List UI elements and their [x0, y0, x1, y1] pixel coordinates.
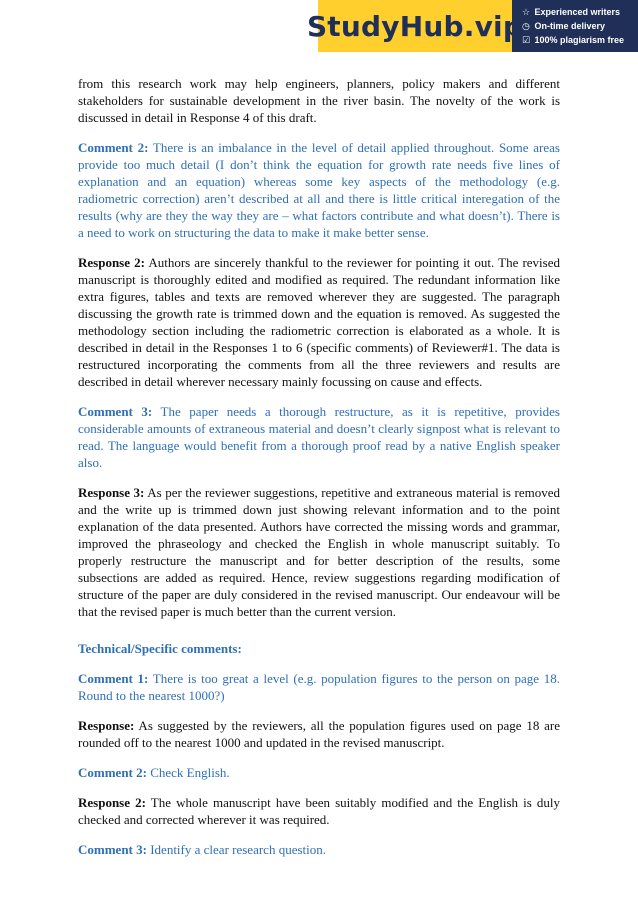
section-title: Technical/Specific comments:: [78, 641, 242, 656]
star-icon: ☆: [522, 7, 531, 17]
feature-on-time-delivery: [522, 19, 624, 33]
response-label: Response:: [78, 718, 135, 733]
feature-experienced-writers: [522, 5, 624, 19]
comment-label: Comment 3:: [78, 842, 147, 857]
response-text: As per the reviewer suggestions, repetitive and extraneous material is removed and the write up is trimmed down just showing relevant information and to the point explanation of the data presented. Authors have corrected the missing words and grammar, improved the phraseology and checked the English in whole manuscript suitably. To properly restructure the manuscript and for better description of the results, some subsections are added as required. Hence, review suggestions regarding modification of structure of the paper are duly considered in the revised manuscript. Our endeavour will be that the revised paper is much better than the current version.: [78, 485, 560, 619]
specific-comment-3: [78, 841, 560, 858]
document-page: [78, 75, 560, 871]
feature-text: On-time delivery: [534, 21, 606, 31]
comment-label: Comment 3:: [78, 404, 153, 419]
comment-text: There is an imbalance in the level of detail applied throughout. Some areas provide too much detail (I don’t think the equation for growth rate needs five lines of explanation and an equation) whereas some key aspects of the methodology (e.g. radiometric correction) aren’t described at all and there is little critical interegation of the results (why are they the way they are – what factors contribute and what doesn’t). There is a need to work on structuring the data to make it make better sense.: [78, 140, 560, 240]
specific-response-1: [78, 717, 560, 751]
feature-text: 100% plagiarism free: [534, 35, 625, 45]
specific-comment-1: [78, 670, 560, 704]
comment-label: Comment 1:: [78, 671, 149, 686]
response-text: The whole manuscript have been suitably modified and the English is duly checked and corrected wherever it was required.: [78, 795, 560, 827]
response-3: [78, 484, 560, 620]
response-label: Response 2:: [78, 795, 146, 810]
specific-comment-2: [78, 764, 560, 781]
feature-plagiarism-free: [522, 33, 624, 47]
comment-text: There is too great a level (e.g. population figures to the person on page 18. Round to the nearest 1000?): [78, 671, 560, 703]
response-text: As suggested by the reviewers, all the population figures used on page 18 are rounded off to the nearest 1000 and updated in the revised manuscript.: [78, 718, 560, 750]
studyhub-logo[interactable]: StudyHub.vip: [318, 0, 512, 52]
specific-response-2: [78, 794, 560, 828]
intro-paragraph: from this research work may help engineers, planners, policy makers and different stakeholders for sustainable development in the river basin. The novelty of the work is discussed in detail in Response 4 of this draft.: [78, 76, 560, 125]
clock-icon: ◷: [522, 21, 530, 31]
response-2: [78, 254, 560, 390]
comment-label: Comment 2:: [78, 765, 147, 780]
studyhub-banner[interactable]: [306, 0, 638, 52]
comment-text: The paper needs a thorough restructure, as it is repetitive, provides considerable amounts of extraneous material and doesn’t clearly signpost what is relevant to read. The language would benefit from a thorough proof read by a native English speaker also.: [78, 404, 560, 470]
response-label: Response 3:: [78, 485, 145, 500]
response-label: Response 2:: [78, 255, 145, 270]
comment-2: [78, 139, 560, 241]
comment-3: [78, 403, 560, 471]
banner-features: [512, 5, 624, 47]
feature-text: Experienced writers: [534, 7, 621, 17]
comment-text: Check English.: [146, 765, 230, 780]
response-text: Authors are sincerely thankful to the reviewer for pointing it out. The revised manuscript is thoroughly edited and modified as required. The redundant information like extra figures, tables and texts are removed wherever they are suggested. The paragraph discussing the growth rate is trimmed down and the equation is removed. As suggested the methodology section including the radiometric correction is elaborated as a whole. It is described in detail in the Responses 1 to 6 (specific comments) of Reviewer#1. The data is restructured incorporating the comments from all the three reviewers and results are described in detail wherever necessary mainly focussing on cause and effects.: [78, 255, 560, 389]
comment-text: Identify a clear research question.: [146, 842, 326, 857]
comment-label: Comment 2:: [78, 140, 149, 155]
shield-check-icon: ☑: [522, 35, 531, 45]
